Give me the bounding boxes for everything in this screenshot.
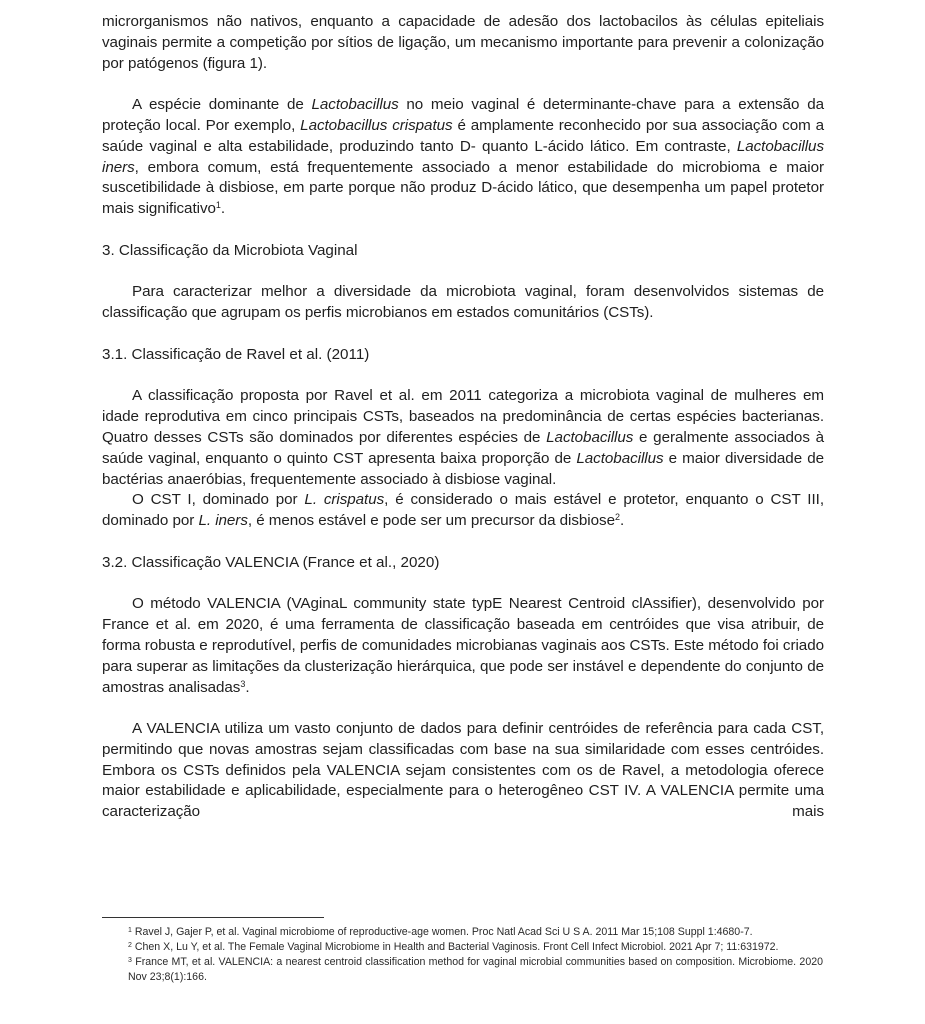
text-run: . xyxy=(245,678,250,696)
section-heading-3-1: 3.1. Classificação de Ravel et al. (2011) xyxy=(102,345,370,363)
species-name: Lactobacillus xyxy=(546,428,634,446)
paragraph-ravel-classification xyxy=(102,386,824,490)
paragraph-dominant-species xyxy=(102,95,824,220)
text-run: . xyxy=(619,512,625,530)
footnote-number: 3 xyxy=(128,957,132,965)
paragraph-intro: microrganismos não nativos, enquanto a capacidade de adesão dos lactobacilos às células epiteliais vaginais permite a competição por sítios de ligação, um mecanismo importante para prevenir a colonização por patógenos (figura 1). xyxy=(102,13,824,72)
section-heading-3: 3. Classificação da Microbiota Vaginal xyxy=(102,241,358,259)
document-body xyxy=(102,12,824,823)
species-name: L. crispatus xyxy=(304,491,385,509)
footnote-3 xyxy=(128,955,823,983)
paragraph-section-3: Para caracterizar melhor a diversidade da microbiota vaginal, foram desenvolvidos sistemas de classificação que agrupam os perfis microbianos em estados comunitários (CSTs). xyxy=(102,283,824,322)
footnote-text: France MT, et al. VALENCIA: a nearest centroid classification method for vaginal microbial communities based on composition. Microbiome. 2020 Nov 23;8(1):166. xyxy=(128,956,823,983)
footnote-number: 1 xyxy=(128,927,132,934)
text-run: . xyxy=(220,200,226,218)
footnote-1 xyxy=(128,925,823,939)
text-run: , é menos estável e pode ser um precursor da disbiose xyxy=(247,512,615,530)
footnotes xyxy=(128,925,823,985)
footnote-ref[interactable]: 2 xyxy=(614,512,620,523)
text-run: A classificação proposta por Ravel et al. em 2011 categoriza a microbiota vaginal de mulheres em idade reprodutiva em cinco principais CSTs, baseados na predominância de certas espécies bacterianas. Quatro desses CSTs são dominados por diferentes espécies de xyxy=(102,387,824,446)
text-run: A espécie dominante de xyxy=(132,96,312,114)
footnote-separator xyxy=(102,917,324,918)
text-run: e geralmente associados à saúde vaginal, enquanto o quinto CST apresenta baixa proporção de xyxy=(102,428,824,467)
footnote-number: 2 xyxy=(128,942,132,950)
text-run: O método VALENCIA (VAginaL community state typE Nearest Centroid clAssifier), desenvolvido por France et al. em 2020, é uma ferramenta de classificação baseada em centróides que visa atribuir, de forma robusta e reprodutível, perfis de comunidades microbianas vaginais aos CSTs. Este método foi criado para superar as limitações da clusterização hierárquica, que pode ser instável e dependente do conjunto de amostras analisadas xyxy=(102,595,824,696)
species-name: Lactobacillus xyxy=(576,449,664,467)
species-name: Lactobacillus iners xyxy=(102,137,824,176)
species-name: Lactobacillus crispatus xyxy=(300,116,453,134)
footnote-ref[interactable]: 1 xyxy=(215,200,221,211)
text-run: , é considerado o mais estável e protetor, enquanto o CST III, dominado por xyxy=(102,491,824,530)
text-run: , embora comum, está frequentemente associado a menor estabilidade do microbioma e maior suscetibilidade à disbiose, em parte porque não produz D-ácido lático, que desempenha um papel protetor mais significativo xyxy=(102,158,824,218)
text-run: é amplamente reconhecido por sua associação com a saúde vaginal e alta estabilidade, produzindo tanto D- quanto L-ácido lático. Em contraste, xyxy=(102,116,824,155)
text-run: O CST I, dominado por xyxy=(132,491,305,509)
footnote-text: Chen X, Lu Y, et al. The Female Vaginal Microbiome in Health and Bacterial Vaginosis. Front Cell Infect Microbiol. 2021 Apr 7; 11:631972. xyxy=(134,941,779,954)
footnote-2 xyxy=(128,940,823,954)
paragraph-valencia-method xyxy=(102,594,824,698)
footnote-ref[interactable]: 3 xyxy=(240,678,246,689)
section-heading-3-2: 3.2. Classificação VALENCIA (France et al., 2020) xyxy=(102,553,440,571)
species-name: L. iners xyxy=(198,512,248,530)
text-run: no meio vaginal é determinante-chave para a extensão da proteção local. Por exemplo, xyxy=(102,96,824,134)
footnote-text: Ravel J, Gajer P, et al. Vaginal microbiome of reproductive-age women. Proc Natl Acad Sci U S A. 2011 Mar 15;108 Suppl 1:4680-7. xyxy=(134,926,753,938)
text-run: e maior diversidade de bactérias anaeróbias, frequentemente associado à disbiose vaginal. xyxy=(102,449,825,488)
species-name: Lactobacillus xyxy=(311,96,399,114)
paragraph-valencia-usage: A VALENCIA utiliza um vasto conjunto de dados para definir centróides de referência para cada CST, permitindo que novas amostras sejam classificadas com base na sua similaridade com esses centróides. Embora os CSTs definidos pela VALENCIA sejam consistentes com os de Ravel, a metodologia oferece maior estabilidade e aplicabilidade, especialmente para o heterogêneo CST IV. A VALENCIA permite uma caracterização mais xyxy=(102,720,824,821)
paragraph-cst-stability xyxy=(102,490,824,532)
